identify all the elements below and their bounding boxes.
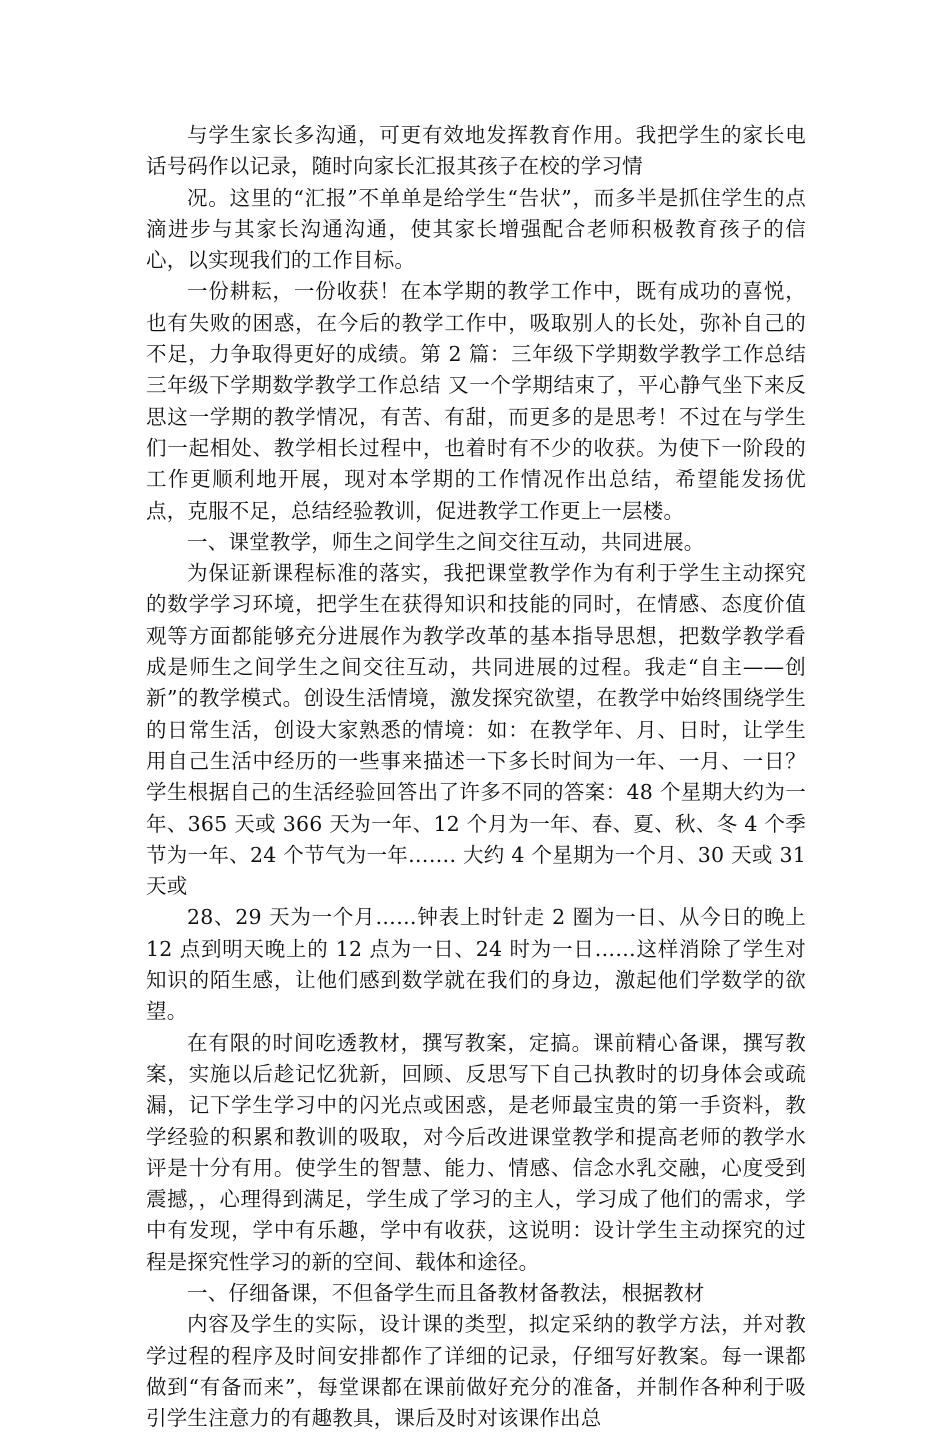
paragraph: 在有限的时间吃透教材，撰写教案，定搞。课前精心备课，撰写教案，实施以后趁记忆犹新，回顾、反思写下自己执教时的切身体会或疏漏，记下学生学习中的闪光点或困惑，是老师最宝贵的第一手资料，教学经验的积累和教训的吸取，对今后改进课堂教学和提高老师的教学水评是十分有用。使学生的智慧、能力、情感、信念水乳交融，心度受到震撼，，心理得到满足，学生成了学习的主人，学习成了他们的需求，学中有发现，学中有乐趣，学中有收获，这说明：设计学生主动探究的过程是探究性学习的新的空间、载体和途径。 <box>146 1030 806 1274</box>
section-heading: 一、课堂教学，师生之间学生之间交往互动，共同进展。 <box>187 529 705 554</box>
paragraph: 一份耕耘，一份收获！在本学期的教学工作中，既有成功的喜悦，也有失败的困惑，在今后的教学工作中，吸取别人的长处，弥补自己的不足，力争取得更好的成绩。第 2 篇：三年级下学期数学教学工作总结三年级下学期数学教学工作总结 又一个学期结束了，平心静气坐下来反思这一学期的教学情况，有苦、有甜，而更多的是思考！不过在与学生们一起相处、教学相长过程中，也着时有不少的收获。为使下一阶段的工作更顺利地开展，现对本学期的工作情况作出总结，希望能发扬优点，克服不足，总结经验教训，促进教学工作更上一层楼。 <box>146 279 806 523</box>
paragraph: 28、29 天为一个月……钟表上时针走 2 圈为一日、从今日的晚上 12 点到明天晚上的 12 点为一日、24 时为一日……这样消除了学生对知识的陌生感，让他们感到数学就在我们的身边，激起他们学数学的欲望。 <box>146 905 806 1024</box>
section-heading: 一、仔细备课，不但备学生而且备教材备教法，根据教材 <box>187 1280 705 1305</box>
paragraph: 内容及学生的实际，设计课的类型，拟定采纳的教学方法，并对教学过程的程序及时间安排都作了详细的记录，仔细写好教案。每一课都做到“有备而来”，每堂课都在课前做好充分的准备，并制作各种利于吸引学生注意力的有趣教具，课后及时对该课作出总 <box>146 1312 806 1431</box>
paragraph: 为保证新课程标准的落实，我把课堂教学作为有利于学生主动探究的数学学习环境，把学生在获得知识和技能的同时，在情感、态度价值观等方面都能够充分进展作为教学改革的基本指导思想，把数学教学看成是师生之间学生之间交往互动，共同进展的过程。我走“自主——创新”的教学模式。创设生活情境，激发探究欲望，在教学中始终围绕学生的日常生活，创设大家熟悉的情境：如：在教学年、月、日时，让学生用自己生活中经历的一些事来描述一下多长时间为一年、一月、一日？学生根据自己的生活经验回答出了许多不同的答案：48 个星期大约为一年、365 天或 366 天为一年、12 个月为一年、春、夏、秋、冬 4 个季节为一年、24 个节气为一年……. 大约 4 个星期为一个月、30 天或 31 天或 <box>146 561 806 899</box>
body-text <box>146 120 806 1434</box>
paragraph: 况。这里的“汇报”不单单是给学生“告状”，而多半是抓住学生的点滴进步与其家长沟通沟通，使其家长增强配合老师积极教育孩子的信心，以实现我们的工作目标。 <box>146 185 806 273</box>
paragraph: 与学生家长多沟通，可更有效地发挥教育作用。我把学生的家长电话号码作以记录，随时向家长汇报其孩子在校的学习情 <box>146 123 806 179</box>
